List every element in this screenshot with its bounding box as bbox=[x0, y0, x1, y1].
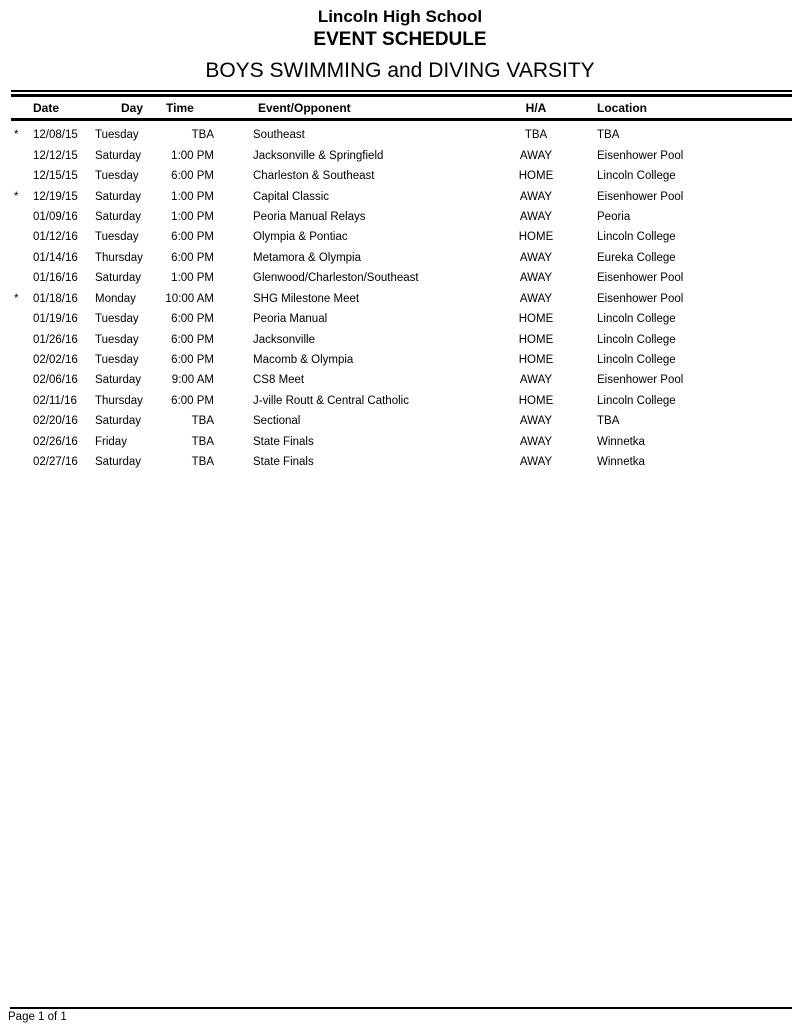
table-row bbox=[11, 227, 792, 247]
row-time: 9:00 AM bbox=[171, 374, 214, 387]
row-event-opponent: CS8 Meet bbox=[253, 374, 305, 387]
row-event-opponent: Metamora & Olympia bbox=[253, 251, 362, 264]
row-time: 1:00 PM bbox=[171, 210, 214, 223]
schedule-table bbox=[11, 90, 792, 472]
row-day: Tuesday bbox=[95, 313, 139, 326]
row-location: Eisenhower Pool bbox=[597, 149, 684, 162]
table-body bbox=[11, 121, 792, 472]
row-event-opponent: Charleston & Southeast bbox=[253, 170, 375, 183]
table-header-row bbox=[11, 97, 792, 118]
row-time: 6:00 PM bbox=[171, 394, 214, 407]
table-row bbox=[11, 370, 792, 390]
table-row bbox=[11, 125, 792, 145]
row-event-opponent: J-ville Routt & Central Catholic bbox=[253, 394, 409, 407]
row-event-opponent: Southeast bbox=[253, 129, 305, 142]
row-home-away: AWAY bbox=[519, 210, 553, 223]
row-time: TBA bbox=[191, 415, 214, 428]
table-row bbox=[11, 268, 792, 288]
column-header-event: Event/Opponent bbox=[258, 100, 351, 115]
row-location: Lincoln College bbox=[597, 170, 676, 183]
table-row bbox=[11, 309, 792, 329]
row-home-away: AWAY bbox=[519, 292, 553, 305]
table-row bbox=[11, 411, 792, 431]
table-row bbox=[11, 329, 792, 349]
row-date: 02/26/16 bbox=[33, 435, 78, 448]
column-header-ha: H/A bbox=[525, 100, 547, 115]
column-header-time: Time bbox=[166, 100, 194, 115]
row-date: 02/11/16 bbox=[33, 394, 77, 407]
row-event-opponent: Sectional bbox=[253, 415, 301, 428]
row-location: Eisenhower Pool bbox=[597, 190, 684, 203]
row-date: 01/09/16 bbox=[33, 210, 78, 223]
row-location: Lincoln College bbox=[597, 313, 676, 326]
row-day: Saturday bbox=[95, 456, 142, 469]
row-event-opponent: Glenwood/Charleston/Southeast bbox=[253, 272, 419, 285]
school-name: Lincoln High School bbox=[317, 7, 483, 26]
table-row bbox=[11, 166, 792, 186]
row-day: Saturday bbox=[95, 210, 142, 223]
row-time: TBA bbox=[191, 129, 214, 142]
row-date: 02/20/16 bbox=[33, 415, 78, 428]
row-home-away: HOME bbox=[518, 333, 554, 346]
table-row bbox=[11, 391, 792, 411]
row-location: Lincoln College bbox=[597, 333, 676, 346]
row-time: 1:00 PM bbox=[171, 149, 214, 162]
row-date: 01/18/16 bbox=[33, 292, 78, 305]
column-header-day: Day bbox=[120, 100, 143, 115]
row-home-away: HOME bbox=[518, 231, 554, 244]
row-location: Peoria bbox=[597, 210, 631, 223]
row-date: 01/26/16 bbox=[33, 333, 78, 346]
row-time: 6:00 PM bbox=[171, 333, 214, 346]
table-row bbox=[11, 289, 792, 309]
row-location: TBA bbox=[597, 415, 620, 428]
row-event-opponent: Macomb & Olympia bbox=[253, 354, 354, 367]
team-subtitle: BOYS SWIMMING and DIVING VARSITY bbox=[205, 59, 595, 82]
row-home-away: AWAY bbox=[519, 190, 553, 203]
row-star-marker: * bbox=[14, 190, 19, 203]
row-event-opponent: SHG Milestone Meet bbox=[253, 292, 360, 305]
row-home-away: AWAY bbox=[519, 415, 553, 428]
row-time: 10:00 AM bbox=[165, 292, 214, 305]
document-header bbox=[0, 6, 800, 84]
row-day: Tuesday bbox=[95, 354, 139, 367]
row-day: Saturday bbox=[95, 272, 142, 285]
row-date: 12/08/15 bbox=[33, 129, 78, 142]
row-home-away: HOME bbox=[518, 170, 554, 183]
row-day: Thursday bbox=[95, 251, 143, 264]
row-location: Eureka College bbox=[597, 251, 676, 264]
row-location: Eisenhower Pool bbox=[597, 374, 684, 387]
row-location: Eisenhower Pool bbox=[597, 292, 684, 305]
row-home-away: AWAY bbox=[519, 435, 553, 448]
row-time: 6:00 PM bbox=[171, 354, 214, 367]
column-header-date: Date bbox=[33, 100, 60, 115]
row-date: 12/19/15 bbox=[33, 190, 78, 203]
row-location: Winnetka bbox=[597, 456, 645, 469]
table-row bbox=[11, 452, 792, 472]
row-home-away: HOME bbox=[518, 394, 554, 407]
footer-rule bbox=[10, 1007, 792, 1009]
row-time: 1:00 PM bbox=[171, 190, 214, 203]
row-day: Tuesday bbox=[95, 129, 139, 142]
document-title: EVENT SCHEDULE bbox=[313, 29, 487, 50]
row-date: 02/06/16 bbox=[33, 374, 78, 387]
footer-page-label: Page 1 of 1 bbox=[8, 1011, 67, 1023]
row-time: TBA bbox=[191, 456, 214, 469]
row-home-away: AWAY bbox=[519, 374, 553, 387]
row-time: TBA bbox=[191, 435, 214, 448]
row-time: 1:00 PM bbox=[171, 272, 214, 285]
row-date: 01/12/16 bbox=[33, 231, 78, 244]
row-event-opponent: Jacksonville bbox=[253, 333, 315, 346]
row-date: 01/16/16 bbox=[33, 272, 78, 285]
row-location: Winnetka bbox=[597, 435, 645, 448]
row-day: Saturday bbox=[95, 149, 142, 162]
table-row bbox=[11, 186, 792, 206]
row-home-away: AWAY bbox=[519, 272, 553, 285]
column-header-location: Location bbox=[597, 100, 647, 115]
table-row bbox=[11, 350, 792, 370]
row-home-away: HOME bbox=[518, 313, 554, 326]
row-time: 6:00 PM bbox=[171, 251, 214, 264]
row-event-opponent: State Finals bbox=[253, 435, 314, 448]
row-home-away: HOME bbox=[518, 354, 554, 367]
row-day: Tuesday bbox=[95, 170, 139, 183]
row-date: 02/27/16 bbox=[33, 456, 78, 469]
row-event-opponent: State Finals bbox=[253, 456, 314, 469]
row-date: 02/02/16 bbox=[33, 354, 78, 367]
row-home-away: AWAY bbox=[519, 456, 553, 469]
row-event-opponent: Capital Classic bbox=[253, 190, 330, 203]
row-location: Eisenhower Pool bbox=[597, 272, 684, 285]
table-row bbox=[11, 207, 792, 227]
row-day: Monday bbox=[95, 292, 136, 305]
row-star-marker: * bbox=[14, 129, 19, 142]
row-time: 6:00 PM bbox=[171, 170, 214, 183]
row-day: Friday bbox=[95, 435, 127, 448]
table-row bbox=[11, 145, 792, 165]
row-time: 6:00 PM bbox=[171, 313, 214, 326]
row-day: Saturday bbox=[95, 415, 142, 428]
row-star-marker: * bbox=[14, 292, 19, 305]
row-day: Thursday bbox=[95, 394, 143, 407]
row-day: Tuesday bbox=[95, 333, 139, 346]
row-home-away: AWAY bbox=[519, 149, 553, 162]
row-home-away: TBA bbox=[524, 129, 548, 142]
row-day: Tuesday bbox=[95, 231, 139, 244]
row-location: Lincoln College bbox=[597, 354, 676, 367]
table-row bbox=[11, 432, 792, 452]
row-date: 01/19/16 bbox=[33, 313, 78, 326]
row-location: Lincoln College bbox=[597, 394, 676, 407]
row-event-opponent: Peoria Manual Relays bbox=[253, 210, 366, 223]
row-event-opponent: Jacksonville & Springfield bbox=[253, 149, 384, 162]
row-event-opponent: Peoria Manual bbox=[253, 313, 328, 326]
row-date: 01/14/16 bbox=[33, 251, 78, 264]
row-day: Saturday bbox=[95, 374, 142, 387]
row-date: 12/12/15 bbox=[33, 149, 78, 162]
row-date: 12/15/15 bbox=[33, 170, 78, 183]
row-home-away: AWAY bbox=[519, 251, 553, 264]
row-time: 6:00 PM bbox=[171, 231, 214, 244]
table-row bbox=[11, 248, 792, 268]
row-day: Saturday bbox=[95, 190, 142, 203]
row-location: TBA bbox=[597, 129, 620, 142]
row-event-opponent: Olympia & Pontiac bbox=[253, 231, 348, 244]
row-location: Lincoln College bbox=[597, 231, 676, 244]
